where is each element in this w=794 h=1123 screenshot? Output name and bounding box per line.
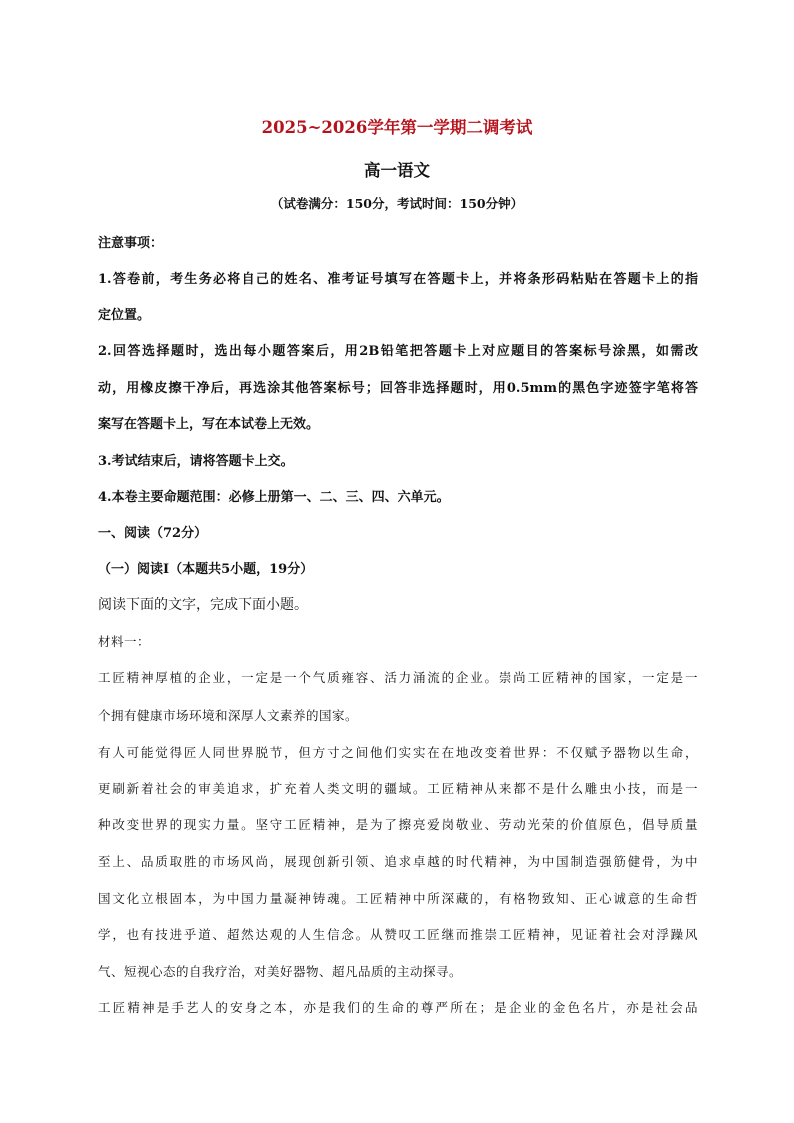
passage-line: 工匠精神厚植的企业，一定是一个气质雍容、活力涌流的企业。崇尚工匠精神的国家，一定是一 [98, 670, 698, 685]
notice-line: 3.考试结束后，请将答题卡上交。 [98, 454, 294, 469]
passage-line: 气、短视心态的自我疗治，对美好器物、超凡品质的主动探寻。 [98, 964, 463, 979]
notice-line: 2.回答选择题时，选出每小题答案后，用2B铅笔把答题卡上对应题目的答案标号涂黑，如需改 [98, 344, 698, 359]
exam-title: 2025~2026学年第一学期二调考试 [261, 118, 533, 137]
notice-line: 定位置。 [98, 308, 151, 323]
notice-line: 案写在答题卡上，写在本试卷上无效。 [98, 417, 320, 432]
notice-line: 1.答卷前，考生务必将自己的姓名、准考证号填写在答题卡上，并将条形码粘贴在答题卡上的指 [98, 272, 698, 287]
subsection-heading: （一）阅读Ⅰ（本题共5小题，19分） [98, 562, 314, 577]
passage-line: 种改变世界的现实力量。坚守工匠精神，是为了擦亮爱岗敬业、劳动光荣的价值原色，倡导质量 [98, 817, 698, 832]
passage-line: 有人可能觉得匠人同世界脱节，但方寸之间他们实实在在地改变着世界：不仅赋予器物以生命， [98, 745, 698, 760]
passage-line: 学，也有技进乎道、超然达观的人生信念。从赞叹工匠继而推崇工匠精神，见证着社会对浮躁风 [98, 927, 698, 942]
passage-line: 更刷新着社会的审美追求，扩充着人类文明的疆域。工匠精神从来都不是什么雕虫小技，而是一 [98, 781, 698, 796]
notice-line: 动，用橡皮擦干净后，再选涂其他答案标号；回答非选择题时，用0.5mm的黑色字迹签字笔将答 [98, 381, 698, 396]
material-label: 材料一： [98, 634, 151, 649]
passage-line: 工匠精神是手艺人的安身之本，亦是我们的生命的尊严所在；是企业的金色名片，亦是社会品 [98, 1000, 698, 1015]
passage-line: 至上、品质取胜的市场风尚，展现创新引领、追求卓越的时代精神，为中国制造强筋健骨，为中 [98, 854, 698, 869]
notice-line: 4.本卷主要命题范围：必修上册第一、二、三、四、六单元。 [98, 490, 450, 505]
instruction-text: 阅读下面的文字，完成下面小题。 [98, 597, 308, 613]
section-heading: 一、阅读（72分） [98, 526, 208, 541]
passage-line: 国文化立根固本，为中国力量凝神铸魂。工匠精神中所深藏的，有格物致知、正心诚意的生命哲 [98, 891, 698, 906]
notice-heading: 注意事项： [98, 236, 164, 251]
subject-title: 高一语文 [364, 161, 430, 180]
passage-line: 个拥有健康市场环境和深厚人文素养的国家。 [98, 708, 359, 723]
exam-info: （试卷满分：150分，考试时间：150分钟） [270, 196, 524, 211]
